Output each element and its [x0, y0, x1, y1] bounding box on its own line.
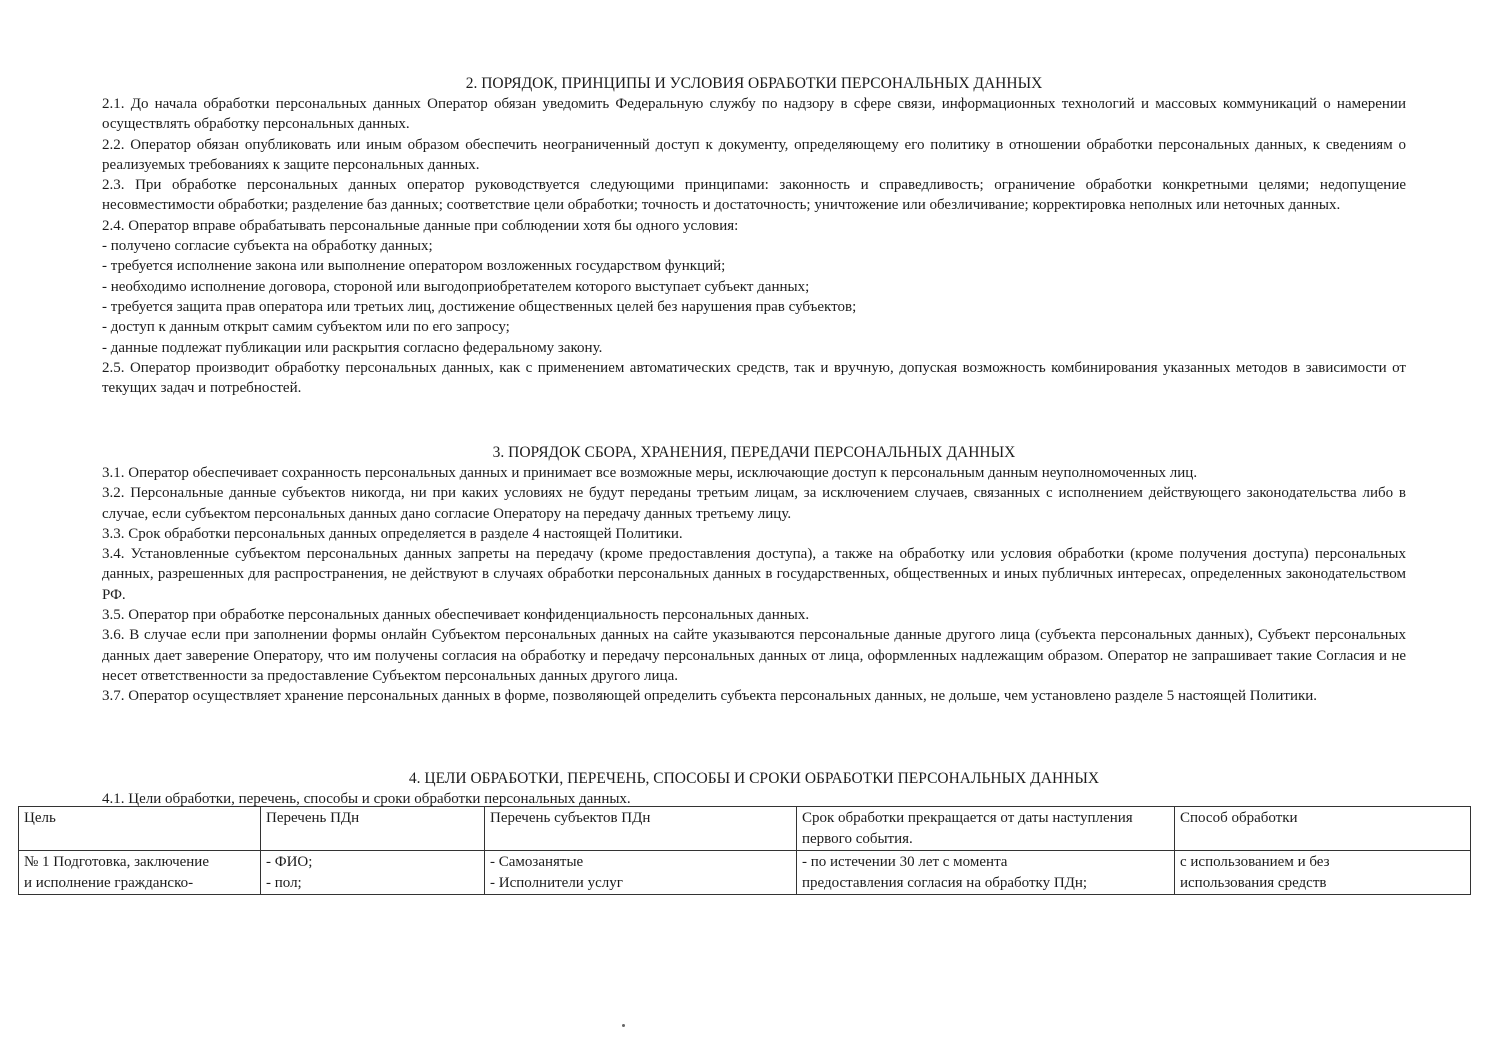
section-4 — [102, 769, 1406, 809]
cell-line: № 1 Подготовка, заключение — [24, 854, 209, 870]
paragraph-2-2: 2.2. Оператор обязан опубликовать или иным образом обеспечить неограниченный доступ к документу, определяющему его политику в отношении обработки персональных данных, к сведениям о реализуемых требованиях к защите персональных данных. — [102, 136, 1406, 173]
section-3-heading: 3. ПОРЯДОК СБОРА, ХРАНЕНИЯ, ПЕРЕДАЧИ ПЕРСОНАЛЬНЫХ ДАННЫХ — [492, 444, 1016, 461]
cell-line: - ФИО; — [266, 854, 313, 870]
processing-table — [18, 806, 1471, 895]
cell-line: предоставления согласия на обработку ПДн; — [802, 875, 1088, 891]
header-processing-term: Срок обработки прекращается от даты наступления первого события. — [797, 807, 1175, 851]
list-item-condition: - данные подлежат публикации или раскрытия согласно федеральному закону. — [102, 339, 603, 356]
paragraph-3-5: 3.5. Оператор при обработке персональных данных обеспечивает конфиденциальность персональных данных. — [102, 607, 810, 624]
section-4-heading: 4. ЦЕЛИ ОБРАБОТКИ, ПЕРЕЧЕНЬ, СПОСОБЫ И СРОКИ ОБРАБОТКИ ПЕРСОНАЛЬНЫХ ДАННЫХ — [408, 770, 1100, 787]
cell-term — [797, 851, 1175, 895]
paragraph-4-1: 4.1. Цели обработки, перечень, способы и сроки обработки персональных данных. — [102, 791, 631, 807]
paragraph-3-1: 3.1. Оператор обеспечивает сохранность персональных данных и принимает все возможные меры, исключающие доступ к персональным данным неуполномоченных лиц. — [102, 465, 1198, 481]
paragraph-2-1: 2.1. До начала обработки персональных данных Оператор обязан уведомить Федеральную службу по надзору в сфере связи, информационных технологий и массовых коммуникаций о намерении осуществлять обработку персональных данных. — [102, 96, 1406, 133]
cell-line: - пол; — [266, 875, 302, 891]
paragraph-2-5: 2.5. Оператор производит обработку персональных данных, как с применением автоматических средств, так и вручную, допуская возможность комбинирования указанных методов в зависимости от текущих задач и потребностей. — [102, 359, 1406, 397]
header-subjects-list: Перечень субъектов ПДн — [485, 807, 797, 851]
section-3 — [102, 443, 1406, 707]
cell-subjects — [485, 851, 797, 895]
cell-line: - Самозанятые — [490, 854, 584, 870]
header-goal: Цель — [19, 807, 261, 851]
header-pdn-list: Перечень ПДн — [261, 807, 485, 851]
processing-table-wrap — [18, 806, 1470, 895]
list-item-condition: - получено согласие субъекта на обработку данных; — [102, 238, 433, 255]
cell-line: - по истечении 30 лет с момента — [802, 854, 1008, 870]
list-item-condition: - требуется защита прав оператора или третьих лиц, достижение общественных целей без нарушения прав субъектов; — [102, 298, 857, 315]
list-item-condition: - требуется исполнение закона или выполнение оператором возложенных государством функций; — [102, 258, 726, 275]
header-processing-method: Способ обработки — [1175, 807, 1471, 851]
paragraph-3-4: 3.4. Установленные субъектом персональных данных запреты на передачу (кроме предоставления доступа), а также на обработку или условия обработки (кроме получения доступа) персональных данных, разрешенных для распространения, не действуют в случаях обработки персональных данных в государственных, общественных и иных публичных интересах, определенных законодательством РФ. — [102, 546, 1406, 603]
paragraph-3-7: 3.7. Оператор осуществляет хранение персональных данных в форме, позволяющей определить субъекта персональных данных, не дольше, чем установлено разделе 5 настоящей Политики. — [102, 688, 1318, 705]
cell-line: - Исполнители услуг — [490, 875, 623, 891]
scan-speck — [622, 1024, 625, 1027]
cell-goal — [19, 851, 261, 895]
paragraph-3-3: 3.3. Срок обработки персональных данных определяется в разделе 4 настоящей Политики. — [102, 525, 683, 542]
paragraph-3-6: 3.6. В случае если при заполнении формы онлайн Субъектом персональных данных на сайте указываются персональные данные другого лица (субъекта персональных данных), Субъект персональных данных дает заверение Оператору, что им получены согласия на обработку и передачу персональных данных от лица, оформленных надлежащим образом. Оператор не запрашивает такие Согласия и не несет ответственности за предоставление Субъектом персональных данных другого лица. — [102, 627, 1406, 684]
list-item-condition: - необходимо исполнение договора, стороной или выгодоприобретателем которого выступает субъект данных; — [102, 278, 810, 295]
cell-line: использования средств — [1180, 875, 1327, 891]
cell-pdn — [261, 851, 485, 895]
table-header-row — [19, 807, 1471, 851]
cell-method — [1175, 851, 1471, 895]
table-row — [19, 851, 1471, 895]
section-2 — [102, 74, 1406, 398]
cell-line: с использованием и без — [1180, 854, 1330, 870]
paragraph-2-4: 2.4. Оператор вправе обрабатывать персональные данные при соблюдении хотя бы одного условия: — [102, 217, 739, 234]
paragraph-2-3: 2.3. При обработке персональных данных оператор руководствуется следующими принципами: законность и справедливость; ограничение обработки конкретными целями; недопущение несовместимости обработки; разделение баз данных; соответствие цели обработки; точность и достаточность; уничтожение или обезличивание; корректировка неполных или неточных данных. — [102, 177, 1406, 214]
cell-line: и исполнение гражданско- — [24, 875, 194, 891]
section-2-heading: 2. ПОРЯДОК, ПРИНЦИПЫ И УСЛОВИЯ ОБРАБОТКИ ПЕРСОНАЛЬНЫХ ДАННЫХ — [465, 75, 1043, 92]
paragraph-3-2: 3.2. Персональные данные субъектов никогда, ни при каких условиях не будут переданы третьим лицам, за исключением случаев, связанных с исполнением действующего законодательства либо в случае, если субъектом персональных данных дано согласие Оператору на передачу данных третьему лицу. — [102, 485, 1406, 522]
list-item-condition: - доступ к данным открыт самим субъектом или по его запросу; — [102, 319, 510, 336]
